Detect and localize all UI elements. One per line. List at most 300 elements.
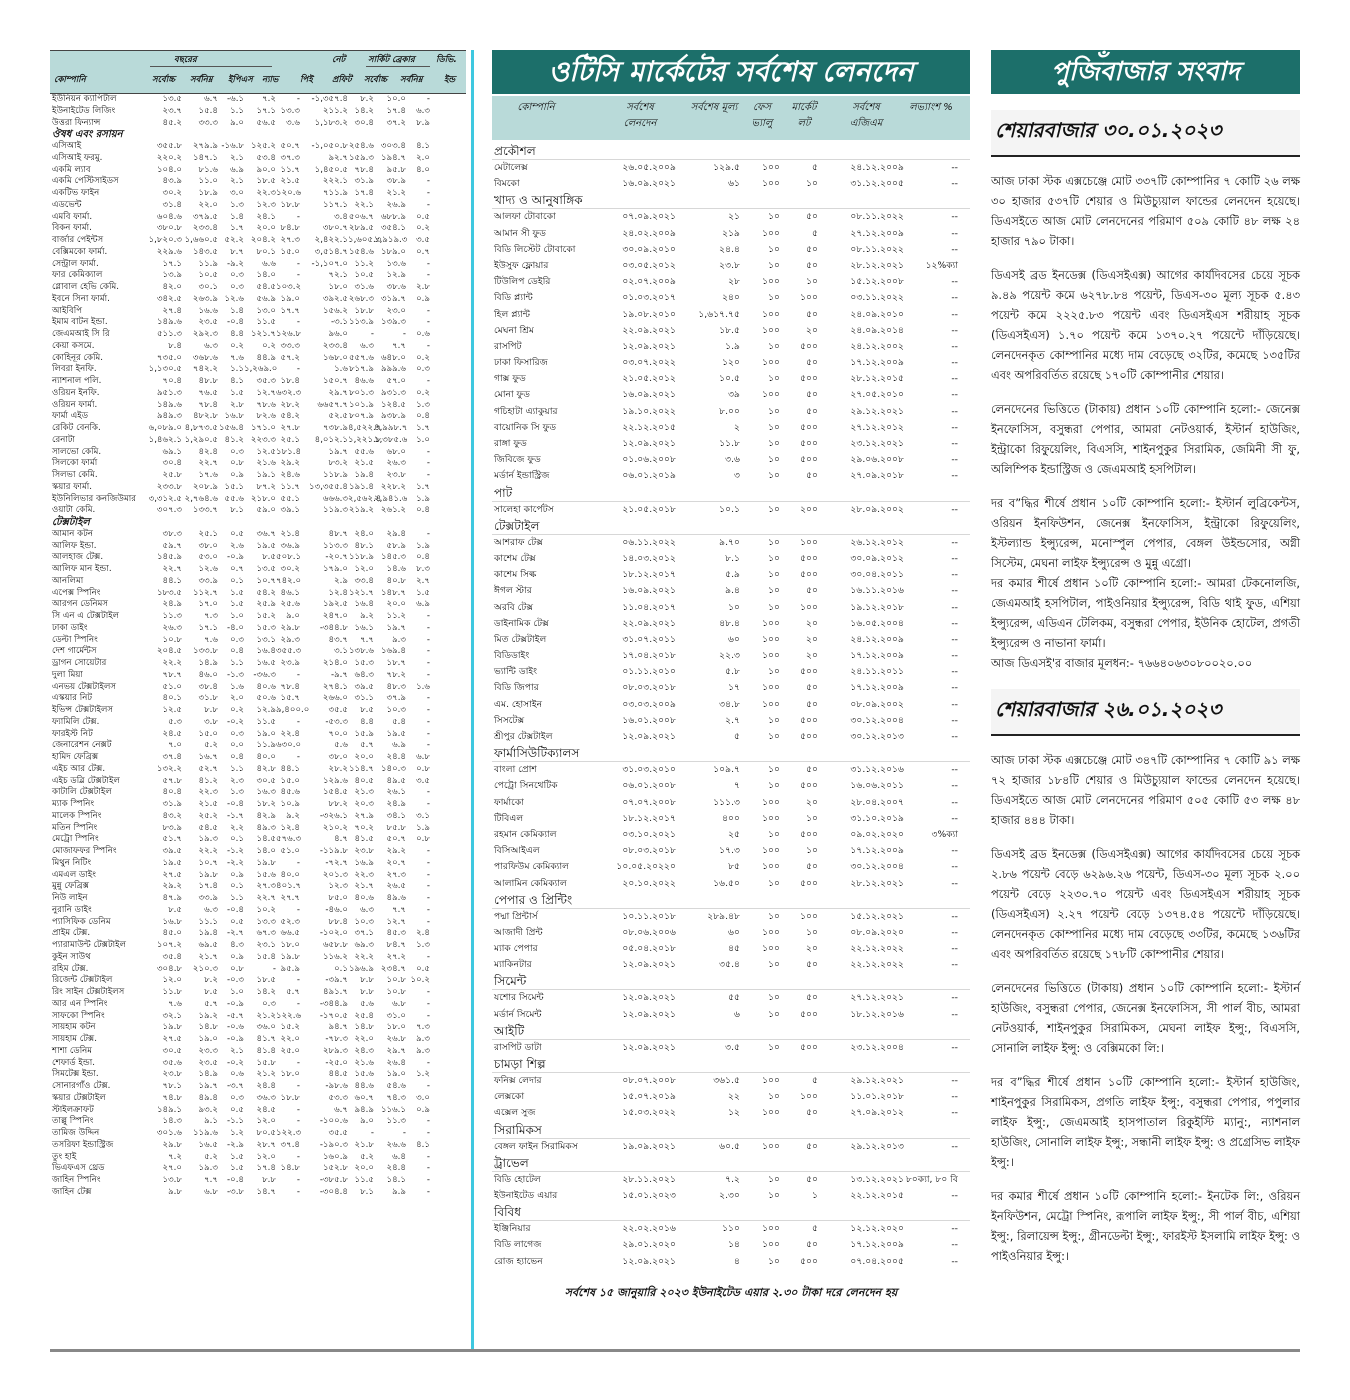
otc-cell: ১০০ [762, 162, 780, 173]
otc-cell: ১০ [806, 276, 818, 288]
company-name: জাহিন স্পিনিং [52, 1175, 101, 1185]
table-cell: ২০.০ [354, 752, 374, 762]
table-cell: ২৬.৫ [386, 881, 406, 892]
table-cell: ২২.১ [354, 199, 374, 210]
otc-row [492, 1073, 970, 1089]
table-cell: ১১৯.৩ [322, 505, 348, 516]
table-cell: ২৩.৩ [198, 1045, 218, 1056]
company-name: দুলা মিয়া [52, 669, 83, 680]
table-row [50, 928, 466, 940]
table-cell: ৫৩.৪ [256, 152, 276, 163]
table-cell: ৬৬৬.৩ [322, 493, 348, 504]
table-cell: ৬৯.৫ [198, 940, 218, 950]
otc-cell: ১৫.১২.২০০৮ [850, 276, 904, 288]
table-cell: ২.৮ [230, 399, 244, 410]
table-cell: - [426, 528, 430, 539]
otc-cell: ১০ [768, 828, 780, 840]
table-cell: - [370, 329, 374, 339]
table-cell: ২১৮.০ [250, 493, 276, 504]
table-cell: ৬.৮ [416, 752, 430, 762]
table-cell: ৬৬.৫ [280, 928, 300, 939]
table-cell: -৯.২ [227, 258, 244, 269]
otc-cell: -- [951, 162, 958, 173]
otc-company-name: মেটালেক্স [494, 162, 528, 173]
table-cell: ০.৩ [230, 270, 244, 281]
table-cell: ৮৭.২ [256, 481, 276, 492]
table-row [50, 165, 466, 177]
otc-company-name: আলফা টোবাকো [494, 211, 556, 223]
otc-row [492, 209, 970, 225]
otc-company-name: ইউনাইটেড এয়ার [494, 1189, 558, 1201]
table-row [50, 1140, 466, 1152]
company-name: রিং সাইন টেক্সটাইলস [52, 987, 125, 997]
table-cell: ১৪৯.১ [156, 1104, 182, 1115]
table-cell: ৩.৪ [334, 211, 348, 222]
table-cell: ১৬.৫ [198, 1139, 218, 1150]
otc-cell: ২৮.১২.২০২১ [850, 259, 904, 271]
otc-cell: ৫০ [806, 585, 818, 597]
table-cell: ১২৬.৮ [276, 329, 302, 339]
table-cell: ৭.৩ [204, 611, 218, 621]
table-cell: ৮.৫ [168, 904, 182, 915]
otc-cell: ১০০ [762, 178, 780, 190]
table-cell: ০.৩ [262, 998, 276, 1009]
otc-cell: ০৮.০৩.২০১৮ [622, 845, 676, 857]
otc-header-face-value: ফেস ভ্যালু [751, 102, 773, 129]
header-cb-low: সর্বনিম্ন [400, 75, 423, 85]
table-cell: ১৩২.২ [156, 763, 182, 774]
table-cell: ১৪৭.১ [192, 152, 218, 163]
otc-cell: ৪৮.৪ [719, 617, 740, 629]
table-cell: ৯.২ [286, 810, 300, 821]
table-cell: ১১৬.২ [322, 951, 348, 962]
table-cell: ৫.৭ [360, 740, 374, 751]
otc-row [492, 811, 970, 827]
table-cell: ৫০.৭ [386, 834, 406, 845]
table-cell: ১৪৫.৩ [380, 552, 406, 563]
table-cell: ১৬.৪ [256, 646, 276, 657]
otc-company-name: মর্ডার্ন সিমেন্ট [494, 1008, 542, 1020]
otc-cell: ২৯.০৬.২০০৮ [850, 454, 904, 466]
table-cell: ১৫৬.২ [322, 305, 348, 316]
table-cell: ২২৯.৬ [156, 246, 182, 257]
otc-cell: ৬ [734, 1008, 740, 1020]
otc-cell: ১২%ক্যা [925, 259, 958, 271]
table-cell: ৪৭.৯ [162, 893, 182, 903]
table-row [50, 1081, 466, 1093]
table-cell: ৪৪.৫ [328, 1069, 348, 1080]
table-cell: ৯,৪০০.০ [276, 705, 310, 715]
table-cell: ২১.৬ [256, 458, 276, 469]
otc-company-name: রাঙ্গা ফুড [494, 438, 527, 449]
table-cell: ১৬.৫ [256, 658, 276, 668]
table-cell: ২২.৭ [198, 458, 218, 469]
otc-cell: ২৭.১২.২০১২ [850, 421, 904, 433]
table-cell: ৫০.৬ [256, 693, 276, 704]
otc-cell: ১০০ [762, 633, 780, 645]
table-cell: ০.২ [416, 223, 430, 234]
otc-cell: ১ [812, 1189, 818, 1201]
table-cell: ১৫.৯ [354, 728, 374, 739]
otc-cell: ৫০০ [800, 1255, 818, 1267]
otc-company-name: ইঞ্জিনিয়ার [494, 1223, 531, 1235]
otc-row [492, 1237, 970, 1253]
otc-company-name: গচিহাটা এ্যাকুয়ার [494, 405, 558, 417]
company-name: রহিম টেক্স. [52, 963, 89, 974]
table-cell: ১৯.১ [256, 470, 276, 480]
table-cell: - [296, 1104, 300, 1115]
table-cell: -৬.১ [227, 94, 244, 104]
table-cell: ৪১.২ [224, 434, 244, 445]
table-cell: ৬,০৮৯.০ [148, 423, 182, 433]
table-cell: - [402, 329, 406, 339]
table-row [50, 834, 466, 846]
company-name: মতিন স্পিনিং [52, 822, 98, 833]
otc-row [492, 1007, 970, 1023]
table-cell: ১২.৬ [224, 293, 244, 304]
otc-cell: ১০ [768, 438, 780, 449]
table-cell: ১১.৮ [162, 987, 182, 997]
otc-cell: ৬০ [728, 633, 740, 645]
otc-cell: -- [951, 1239, 958, 1251]
table-cell: ১০৪.০ [156, 164, 182, 175]
table-cell: ৭.০ [168, 740, 182, 751]
table-cell: ৩০.৫ [256, 775, 276, 786]
otc-company-name: বিডিডাইং [494, 650, 530, 662]
table-cell: ০.৩ [230, 634, 244, 645]
table-cell: - [426, 1151, 430, 1162]
table-cell: ১৬.৭ [198, 752, 218, 762]
otc-row [492, 468, 970, 484]
table-cell: ২৫৪.৬ [348, 141, 374, 151]
table-cell: ১০.৩ [386, 705, 406, 715]
table-cell: ১১.০ [198, 176, 218, 187]
otc-cell: ১০ [768, 764, 780, 776]
otc-cell: -- [951, 536, 958, 548]
company-name: স্কয়ার ফার্মা. [52, 481, 92, 492]
table-cell: ১৮৩.৫ [156, 587, 182, 598]
otc-cell: ১০ [768, 780, 780, 792]
table-cell: ৯.৩ [392, 634, 406, 645]
table-cell: ১৩.৩ [256, 916, 276, 927]
table-cell: ১৯.৮ [256, 857, 276, 868]
table-cell: ৪৩.২ [162, 810, 182, 821]
table-cell: ৩০.৪ [354, 117, 374, 128]
table-cell: ৪২.০ [162, 282, 182, 292]
table-cell: - [426, 94, 430, 104]
otc-cell: ২১.০৫.২০১২ [622, 373, 676, 385]
company-name: নুরানি ডাইং [52, 904, 92, 915]
table-cell: ১৬.৬ [198, 305, 218, 316]
company-name: এসিআই ফরমু. [52, 152, 103, 163]
otc-cell: ৫০ [806, 861, 818, 873]
news-para: দর ব”দ্ধির শীর্ষে প্রধান ১০টি কোম্পানি হলো:- ইস্টার্ন হাউজিং, শাইনপুকুর সিরামিকস, প্রগতি লাইফ ইন্সু:, বসুন্ধরা পেপার, পপুলার লাইফ ইন্সু:, জেএমআই হাসপাতাল রিকুইস্টি ম্যানু:, ন্যাশনাল হাউজিং, সোনালি লাইফ ইন্সু:, সন্ধানী লাইফ ইন্সু: ও প্রগ্রেসিভ লাইফ ইন্সু:। [991, 1075, 1300, 1169]
company-name: সায়হাম টেক্স. [52, 1034, 97, 1044]
otc-row [492, 1172, 970, 1188]
table-cell: ৮.৮ [360, 987, 374, 997]
table-row [50, 729, 466, 741]
otc-cell: ২.৩০ [719, 1189, 740, 1201]
table-cell: ২৮.২ [280, 399, 300, 410]
otc-company-name: মিত টেক্সটাইল [494, 633, 547, 645]
otc-company-name: ফার্মাকো [494, 796, 524, 808]
table-cell: ১৬০.৯ [322, 1151, 348, 1162]
otc-cell: ০৭.০৭.২০০৮ [622, 796, 676, 808]
otc-cell: ১০০ [762, 650, 780, 662]
otc-cell: ১০০ [762, 943, 780, 955]
table-cell: ২১.৫ [198, 799, 218, 809]
otc-cell: ০২.০৭.২০০৯ [622, 276, 676, 288]
table-cell: -২.৭ [226, 928, 244, 939]
otc-row [492, 600, 970, 616]
table-cell: ২৫.৯ [256, 599, 276, 610]
table-cell: ১২২.৩ [276, 1128, 302, 1138]
table-cell: ২৬৮.৩ [348, 293, 374, 304]
table-cell: ১৪.৩ [162, 1116, 182, 1127]
table-cell: - [426, 446, 430, 457]
otc-cell: ২৭.১২.২০২১ [850, 992, 904, 1004]
table-cell: ১৪.৫ [256, 834, 276, 845]
table-cell: ৫২.৫ [328, 411, 348, 422]
table-cell: ১৯.৭ [386, 622, 406, 633]
table-cell: - [426, 1116, 430, 1127]
table-cell: ২৬.৯ [386, 199, 406, 210]
otc-cell: ১০০ [762, 617, 780, 629]
table-cell: -০.৪ [227, 1175, 244, 1185]
otc-cell: ৫০০ [800, 421, 818, 433]
table-cell: ৪৯১.৭ [322, 987, 348, 997]
table-cell: - [426, 869, 430, 880]
table-row [50, 247, 466, 259]
otc-company-name: বিসিআইএল [494, 845, 540, 857]
table-cell: ৫৭.০ [386, 376, 406, 386]
table-cell: ১৩.৬ [386, 258, 406, 269]
table-cell: ৮২.৬ [256, 411, 276, 422]
table-cell: ১১.৫ [354, 1175, 374, 1185]
table-cell: ২৩৩.৪ [322, 340, 348, 351]
table-cell: ১৫৪.৫ [322, 787, 348, 798]
table-row [50, 188, 466, 200]
otc-cell: ২৫ [728, 828, 740, 840]
otc-company-name: আলামিন কেমিক্যাল [494, 877, 567, 889]
share-table-header [50, 50, 466, 94]
table-cell: ২১.৫ [280, 176, 300, 187]
company-name: এডভেন্ট [52, 199, 82, 210]
otc-table-header [492, 96, 970, 140]
company-name: আইবিপি [52, 305, 83, 316]
company-name: কেয়া কসমে. [52, 340, 95, 351]
otc-company-name: ঈগল স্টার [494, 585, 532, 597]
otc-cell: ১৪.০৩.২০১২ [622, 552, 676, 564]
company-name: মেট্রো স্পিনিং [52, 834, 99, 845]
table-cell: ৩০.১ [198, 282, 218, 292]
otc-cell: -- [951, 308, 958, 320]
table-cell: ৪,০১২.১ [314, 434, 348, 445]
table-row [50, 564, 466, 576]
otc-row [492, 452, 970, 468]
otc-cell: ২৮.১২.২০১৫ [850, 373, 904, 385]
otc-cell: ১০৯.৭ [713, 764, 740, 776]
otc-cell: ৩০.১২.২০১৩ [850, 731, 904, 742]
otc-cell: ৫০ [806, 1173, 818, 1185]
otc-banner: ওটিসি মার্কেটের সর্বশেষ লেনদেন [492, 50, 970, 94]
table-cell: ১১৩.৩ [322, 540, 348, 551]
table-cell: -৩৪৪.৮ [319, 622, 348, 633]
table-cell: ৫১.০ [162, 681, 182, 692]
otc-cell: ২১৯ [722, 227, 740, 239]
otc-cell: ১০ [768, 259, 780, 271]
table-cell: ১০.২ [410, 975, 430, 986]
table-cell: ১৩,৩৫৫.৪ [309, 481, 348, 492]
table-row [50, 118, 466, 130]
otc-section-heading: ফার্মাসিউটিক্যালস [492, 745, 970, 762]
table-cell: ২.৯ [334, 575, 348, 586]
table-cell: ৯.২ [360, 611, 374, 621]
table-row [50, 1187, 466, 1199]
table-cell: ২১.৮ [354, 1139, 374, 1150]
table-cell: ২৫.৬ [280, 599, 300, 610]
table-cell: ৭৩৮.৯ [322, 423, 348, 433]
otc-section-heading: পাট [492, 485, 970, 502]
table-cell: -০.২ [226, 716, 244, 727]
table-cell: ১৩.০ [256, 305, 276, 316]
table-cell: ৭.৭ [392, 904, 406, 915]
table-cell: ৬.৪ [392, 1151, 406, 1162]
otc-cell: -- [951, 764, 958, 776]
table-cell: ৭.৬ [168, 998, 182, 1009]
table-cell: ১২.৯ [386, 270, 406, 281]
table-cell: ২.৬ [230, 540, 244, 551]
table-cell: ১৫০.৭ [322, 376, 348, 386]
otc-row [492, 843, 970, 859]
table-cell: ৬.৮ [204, 1186, 218, 1197]
table-row [50, 1175, 466, 1187]
table-cell: - [296, 975, 300, 986]
table-cell: ৩৮.৬ [386, 282, 406, 292]
table-row [50, 282, 466, 294]
otc-company-name: টিবিএল [494, 812, 524, 824]
table-cell: ২২.৩ [354, 869, 374, 880]
otc-cell: ২৪.০৯.২০১৪ [850, 324, 904, 336]
otc-cell: ৩০.১২.২০০৪ [850, 714, 904, 726]
table-cell: ২৩.৮ [354, 846, 374, 856]
otc-cell: ৫৫ [728, 992, 740, 1004]
table-row [50, 411, 466, 423]
otc-cell: ৯.৪ [725, 585, 740, 597]
otc-company-name: কাশেম টেক্স [494, 552, 536, 564]
table-cell: -১.২ [227, 846, 244, 856]
table-cell: ২৯.৪ [386, 528, 406, 539]
news-para: লেনদেনের ভিত্তিতে (টাকায়) প্রধান ১০টি কোম্পানি হলো:- জেনেক্স ইনফোসিস, বসুন্ধরা পেপার, আমরা নেটওয়ার্ক, ইস্টার্ন হাউজিং, ইন্ট্রাকো রিফুয়েলিং, বিএসসি, শাইনপুকুর সিরামিক, জেমিনী সী ফু, অলিম্পিক ইন্ডাস্ট্রিজ ও জেএমআই হসপিটাল। [991, 402, 1300, 476]
table-cell: ১৯.৫ [162, 857, 182, 868]
table-cell: ০.৮ [416, 834, 430, 845]
table-cell: ১১.৫ [256, 317, 276, 328]
table-cell: ৪৫.২ [162, 117, 182, 128]
otc-row [492, 404, 970, 420]
table-cell: ১.৪ [230, 211, 244, 222]
table-cell: ১১.৭ [280, 481, 300, 492]
header-pe: পিই [300, 75, 313, 85]
table-cell: ২৭.০ [162, 1163, 182, 1174]
table-cell: ৩৫.৫ [328, 705, 348, 715]
table-cell: - [296, 270, 300, 281]
otc-cell: ১৯.১০.২০২২ [622, 405, 676, 417]
table-cell: ৪০.৬ [354, 893, 374, 903]
company-name: কুইন সাউথ [52, 951, 91, 962]
table-cell: ১২.৭ [256, 387, 276, 398]
otc-cell: ১০০ [800, 1091, 818, 1103]
table-cell: ২৬.৪ [386, 1057, 406, 1068]
otc-cell: ৫০০ [800, 780, 818, 792]
section-heading: টেক্সটাইল [52, 517, 90, 528]
company-name: রেনাটা [52, 434, 76, 445]
otc-cell: ১১০ [722, 1223, 740, 1235]
table-cell: ০.১ [230, 881, 244, 892]
table-cell: ১৯.৭ [328, 446, 348, 457]
company-name: ঢাকা ডাইং [52, 622, 88, 633]
otc-company-name: টিউলিপ ডেইরি [494, 276, 551, 288]
otc-cell: ০১.০৩.২০১৭ [622, 292, 676, 304]
table-cell: ০.৫ [416, 211, 430, 222]
otc-cell: ১০০ [800, 910, 818, 922]
company-name: ইউনিয়ন ক্যাপিটাল [52, 94, 117, 104]
otc-cell: ২২.৩ [719, 650, 740, 662]
table-cell: ১.৭ [416, 423, 430, 433]
otc-cell: ১৩.১২.২০২১ [850, 1173, 904, 1185]
otc-cell: ২৪.৪ [719, 243, 740, 255]
company-name: ইমাম বাটন ইন্ডা. [52, 317, 108, 328]
table-cell: ৩.১ [416, 810, 430, 821]
table-cell: ৪.৪ [230, 329, 244, 339]
company-name: এমবি ফার্মা. [52, 211, 93, 222]
table-cell: -৯৮.৬ [325, 1081, 348, 1091]
otc-row [492, 616, 970, 632]
table-cell: ০.২ [416, 387, 430, 398]
table-cell: ১৬.৮ [162, 916, 182, 927]
table-cell: ২৬.৮ [386, 1034, 406, 1044]
company-name: স্টাইলক্রাফট [52, 1104, 94, 1115]
table-cell: ২৯.৮ [280, 622, 300, 633]
table-row [50, 588, 466, 600]
otc-company-name: বিমকো [494, 178, 520, 190]
table-cell: ৯.৮ [168, 1186, 182, 1197]
otc-cell: -- [951, 1041, 958, 1053]
table-cell: ১.৯ [416, 540, 430, 551]
table-cell: - [426, 904, 430, 915]
table-cell: ১১৬.১ [380, 1104, 406, 1115]
table-cell: - [426, 951, 430, 962]
table-cell: ১.৩ [230, 787, 244, 798]
table-cell: ১.৫ [230, 599, 244, 610]
otc-cell: -- [951, 633, 958, 645]
otc-company-name: রাসপিট ডাটা [494, 1041, 542, 1053]
table-cell: - [296, 1057, 300, 1068]
table-cell: ১২৯.৬ [322, 775, 348, 786]
otc-company-name: পদ্মা প্রিন্টার্স [494, 910, 538, 922]
table-cell: ৩১.০ [386, 1010, 406, 1021]
table-cell: - [296, 364, 300, 375]
otc-cell: ২২.০৯.২০২১ [622, 324, 676, 336]
table-cell: ১৪.২ [354, 105, 374, 116]
table-row [50, 541, 466, 553]
otc-company-name: এক্সেল সুজ [494, 1107, 536, 1119]
company-name: সোনারগাঁও টেক্স. [52, 1081, 111, 1091]
table-cell: - [426, 622, 430, 633]
company-name: এস্কয়ার নিট [52, 693, 93, 704]
table-cell: ৬.৮ [392, 998, 406, 1009]
otc-cell: ১০ [768, 1173, 780, 1185]
table-cell: ২৪৭.০ [322, 611, 348, 621]
